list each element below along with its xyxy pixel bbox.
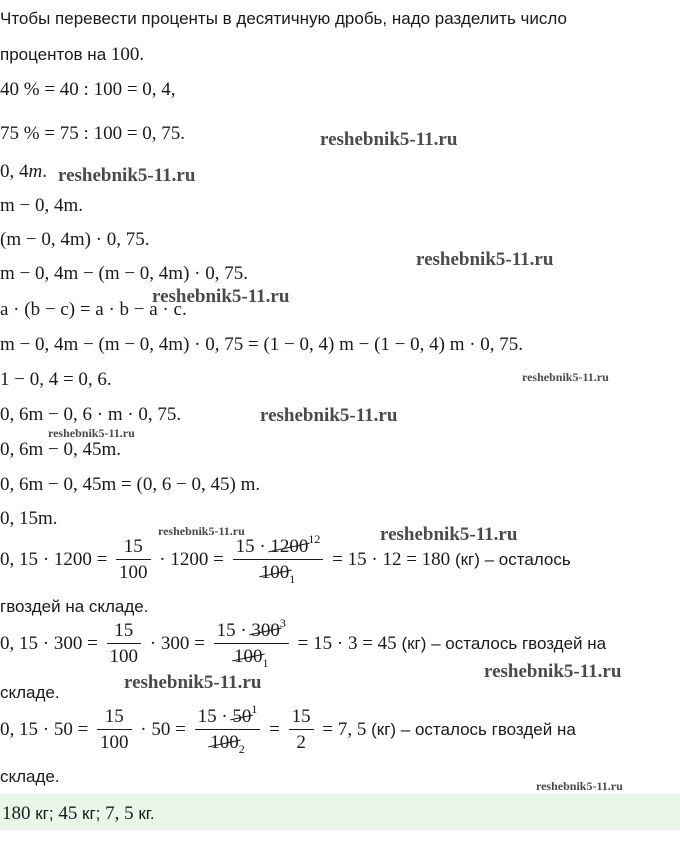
- calc1-unit-text: (кг) – осталось: [454, 550, 571, 569]
- calc1-f1-num: 15: [123, 536, 143, 557]
- equation-sold-second: (m − 0, 4m) · 0, 75.: [0, 229, 150, 250]
- calc-50-line: [0, 702, 576, 756]
- calc2-f2-num-a: 15 ·: [216, 620, 247, 641]
- calc2-f2-num-crossed: 300: [251, 620, 280, 641]
- calc3-rhs: = 7, 5: [322, 719, 367, 740]
- calc1-lhs: 0, 15 · 1200 =: [0, 549, 108, 570]
- equation-0-6m-minus-0-45m: 0, 6m − 0, 45m.: [0, 439, 122, 460]
- calc2-mid: · 300 =: [149, 633, 205, 654]
- calc1-f2-den-sub: 1: [289, 572, 296, 586]
- calc1-f1-den: 100: [119, 562, 148, 583]
- answer-unit-3: кг.: [133, 804, 155, 823]
- calc3-f2-num-a: 15 ·: [197, 706, 228, 727]
- equation-0-4m-dot: .: [42, 161, 47, 182]
- calc3-f3-den: 2: [296, 732, 306, 753]
- calc2-f2-den-crossed: 100: [234, 646, 263, 667]
- equation-remaining-expr: m − 0, 4m − (m − 0, 4m) · 0, 75.: [0, 263, 248, 284]
- intro-line-1: Чтобы перевести проценты в десятичную дробь, надо разделить число: [0, 9, 567, 28]
- calc2-f1-den: 100: [109, 646, 139, 667]
- calc3-mid: · 50 =: [140, 719, 186, 740]
- calc3-f2-den-crossed: 100: [210, 732, 239, 753]
- answer-unit-1: кг;: [30, 804, 59, 823]
- calc3-f3-num: 15: [291, 706, 311, 727]
- calc1-continuation: гвоздей на складе.: [0, 597, 149, 616]
- calc3-lhs: 0, 15 · 50 =: [0, 719, 89, 740]
- watermark: reshebnik5-11.ru: [158, 524, 245, 538]
- calc2-lhs: 0, 15 · 300 =: [0, 633, 98, 654]
- equation-0-4m-number: 0, 4: [0, 161, 29, 182]
- calc3-f2-num-crossed: 50: [232, 706, 252, 727]
- equation-m-minus-0-4m: m − 0, 4m.: [0, 195, 84, 216]
- equation-0-15m: 0, 15m.: [0, 508, 58, 529]
- watermark: reshebnik5-11.ru: [124, 672, 262, 693]
- calc2-fraction-1: [107, 621, 142, 666]
- watermark: reshebnik5-11.ru: [380, 524, 518, 545]
- watermark: reshebnik5-11.ru: [484, 661, 622, 682]
- watermark: reshebnik5-11.ru: [522, 370, 609, 384]
- calc1-f2-num-crossed: 1200: [270, 536, 309, 557]
- intro-line-2: [0, 45, 144, 64]
- watermark: reshebnik5-11.ru: [58, 165, 196, 186]
- calc3-f2-den-sub: 2: [238, 742, 245, 756]
- calc3-fraction-1: [97, 707, 132, 752]
- calc3-continuation: складе.: [0, 767, 60, 786]
- watermark: reshebnik5-11.ru: [416, 249, 554, 270]
- calc3-unit-text: (кг) – осталось гвоздей на: [371, 720, 576, 739]
- answer-box: [0, 794, 680, 830]
- calc-300-line: [0, 616, 607, 670]
- equation-40-percent: 40 % = 40 : 100 = 0, 4,: [0, 79, 176, 100]
- calc3-equals: =: [269, 719, 280, 740]
- calc2-rhs: = 15 · 3 = 45: [297, 633, 397, 654]
- calc2-continuation: складе.: [0, 683, 60, 702]
- calc1-f2-den-crossed: 100: [260, 562, 290, 583]
- calc3-f2-num-sup: 1: [251, 702, 258, 716]
- calc1-f2-num-sup: 12: [308, 532, 321, 546]
- answer-value-3: 7, 5: [105, 803, 134, 824]
- calc3-f1-num: 15: [104, 706, 124, 727]
- calc1-rhs: = 15 · 12 = 180: [332, 549, 451, 570]
- intro-line-2-number: 100.: [110, 44, 145, 65]
- answer-value-1: 180: [2, 803, 31, 824]
- calc2-fraction-2: [214, 616, 289, 670]
- calc2-unit-text: (кг) – осталось гвоздей на: [401, 634, 607, 653]
- calc2-f1-num: 15: [114, 620, 134, 641]
- equation-factored: m − 0, 4m − (m − 0, 4m) · 0, 75 = (1 − 0, 4) m − (1 − 0, 4) m · 0, 75.: [0, 334, 524, 355]
- calc1-fraction-2: [233, 532, 324, 586]
- equation-0-4m: [0, 162, 47, 181]
- calc3-fraction-2: [195, 702, 261, 756]
- calc2-f2-den-sub: 1: [262, 656, 269, 670]
- calc1-f2-num-a: 15 ·: [235, 536, 266, 557]
- equation-0-4m-var: m: [28, 161, 43, 182]
- calc1-mid: · 1200 =: [159, 549, 224, 570]
- equation-factor-m: 0, 6m − 0, 45m = (0, 6 − 0, 45) m.: [0, 474, 261, 495]
- calc3-fraction-3: [289, 707, 314, 752]
- intro-line-2-text: процентов на: [0, 45, 111, 64]
- answer-unit-2: кг;: [77, 804, 106, 823]
- watermark: reshebnik5-11.ru: [48, 426, 135, 440]
- equation-distributive-law: a · (b − c) = a · b − a · c.: [0, 299, 187, 320]
- calc1-fraction-1: [116, 537, 151, 582]
- answer-value-2: 45: [58, 803, 78, 824]
- equation-0-6m-expr: 0, 6m − 0, 6 · m · 0, 75.: [0, 404, 182, 425]
- watermark: reshebnik5-11.ru: [536, 779, 623, 793]
- calc2-f2-num-sup: 3: [279, 616, 286, 630]
- answer-text: [2, 803, 155, 825]
- watermark: reshebnik5-11.ru: [320, 129, 458, 150]
- equation-75-percent: 75 % = 75 : 100 = 0, 75.: [0, 123, 186, 144]
- calc3-f1-den: 100: [100, 732, 129, 753]
- watermark: reshebnik5-11.ru: [260, 405, 398, 426]
- equation-1-minus-0-4: 1 − 0, 4 = 0, 6.: [0, 369, 112, 390]
- watermark: reshebnik5-11.ru: [152, 286, 290, 307]
